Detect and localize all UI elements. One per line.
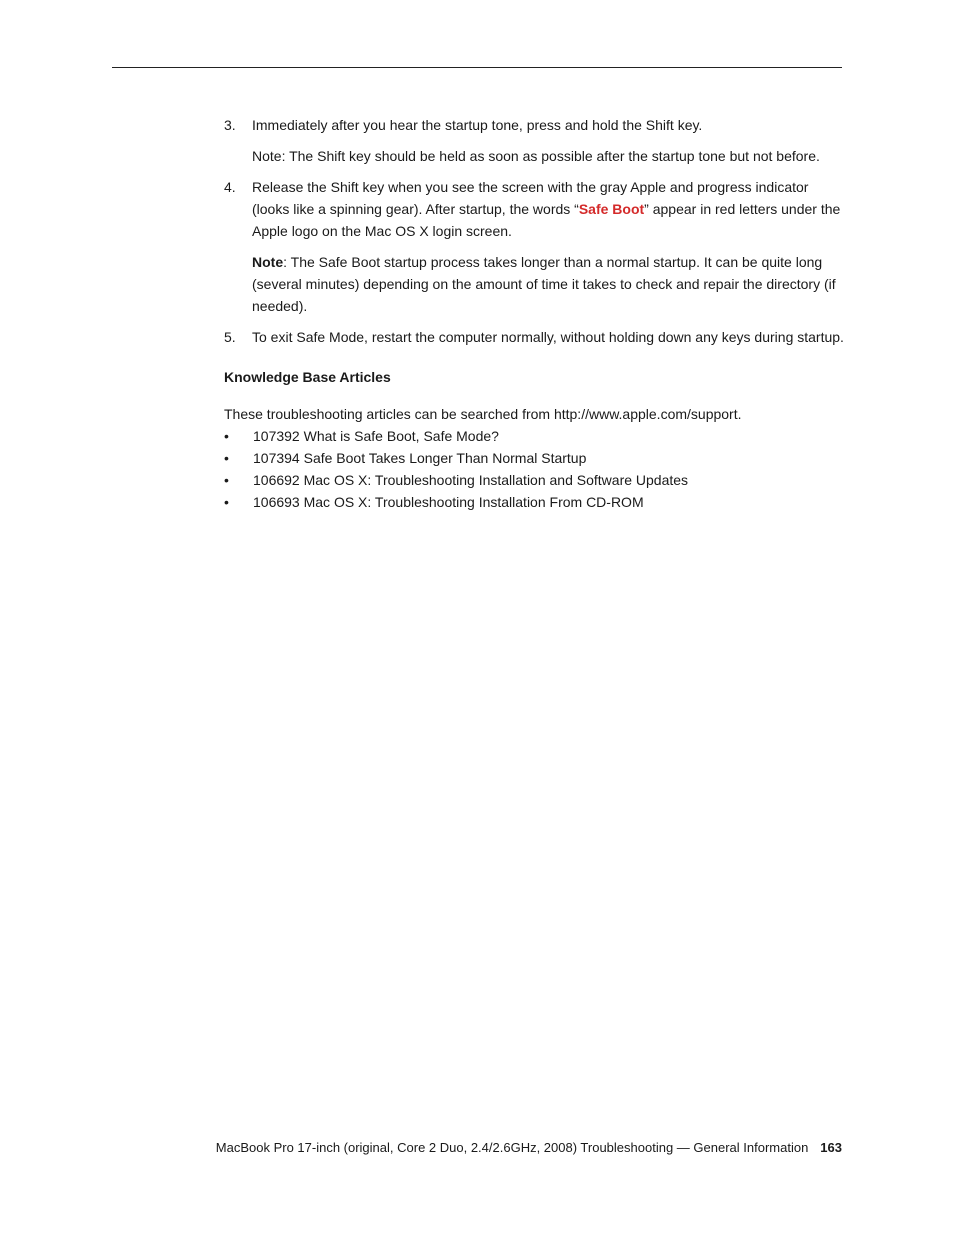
bullet-icon: •	[224, 428, 229, 444]
note-text: : The Safe Boot startup process takes longer than a normal startup. It can be quite long (several minutes) depending on the amount of time it takes to check and repair the directory (if needed).	[252, 254, 836, 314]
article-title: 106693 Mac OS X: Troubleshooting Installation From CD-ROM	[253, 494, 644, 510]
page-number: 163	[820, 1140, 842, 1155]
article-title: 107394 Safe Boot Takes Longer Than Normal Startup	[253, 450, 587, 466]
note-step-3: Note: The Shift key should be held as soon as possible after the startup tone but not before.	[252, 148, 820, 164]
kb-intro: These troubleshooting articles can be searched from http://www.apple.com/support.	[224, 406, 742, 422]
page-content	[224, 114, 844, 513]
step-5	[224, 326, 844, 348]
list-item	[224, 425, 844, 447]
list-item	[224, 447, 844, 469]
note-label: Note	[252, 254, 284, 270]
list-item	[224, 491, 844, 513]
article-title: 107392 What is Safe Boot, Safe Mode?	[253, 428, 499, 444]
step-number: 3.	[224, 117, 236, 133]
kb-heading: Knowledge Base Articles	[224, 369, 391, 385]
article-title: 106692 Mac OS X: Troubleshooting Installation and Software Updates	[253, 472, 689, 488]
bullet-icon: •	[224, 472, 229, 488]
step-text-b: ” appear in red letters under the Apple logo on the Mac OS X login screen.	[252, 201, 841, 239]
bullet-icon: •	[224, 450, 229, 466]
footer-title: MacBook Pro 17-inch (original, Core 2 Duo, 2.4/2.6GHz, 2008) Troubleshooting — General Information	[215, 1140, 809, 1155]
step-text: Immediately after you hear the startup tone, press and hold the Shift key.	[252, 117, 703, 133]
header-rule	[112, 67, 842, 68]
note-step-4	[224, 251, 844, 317]
step-number: 4.	[224, 179, 236, 195]
page-footer	[216, 1140, 842, 1155]
step-text: To exit Safe Mode, restart the computer normally, without holding down any keys during startup.	[252, 329, 844, 345]
step-text-a: Release the Shift key when you see the screen with the gray Apple and progress indicator (looks like a spinning gear). After startup, the words “	[252, 179, 809, 217]
kb-article-list	[224, 425, 844, 513]
safe-boot-highlight: Safe Boot	[578, 201, 645, 217]
bullet-icon: •	[224, 494, 229, 510]
list-item	[224, 469, 844, 491]
step-number: 5.	[224, 329, 236, 345]
step-4	[224, 176, 844, 242]
step-3	[224, 114, 844, 136]
